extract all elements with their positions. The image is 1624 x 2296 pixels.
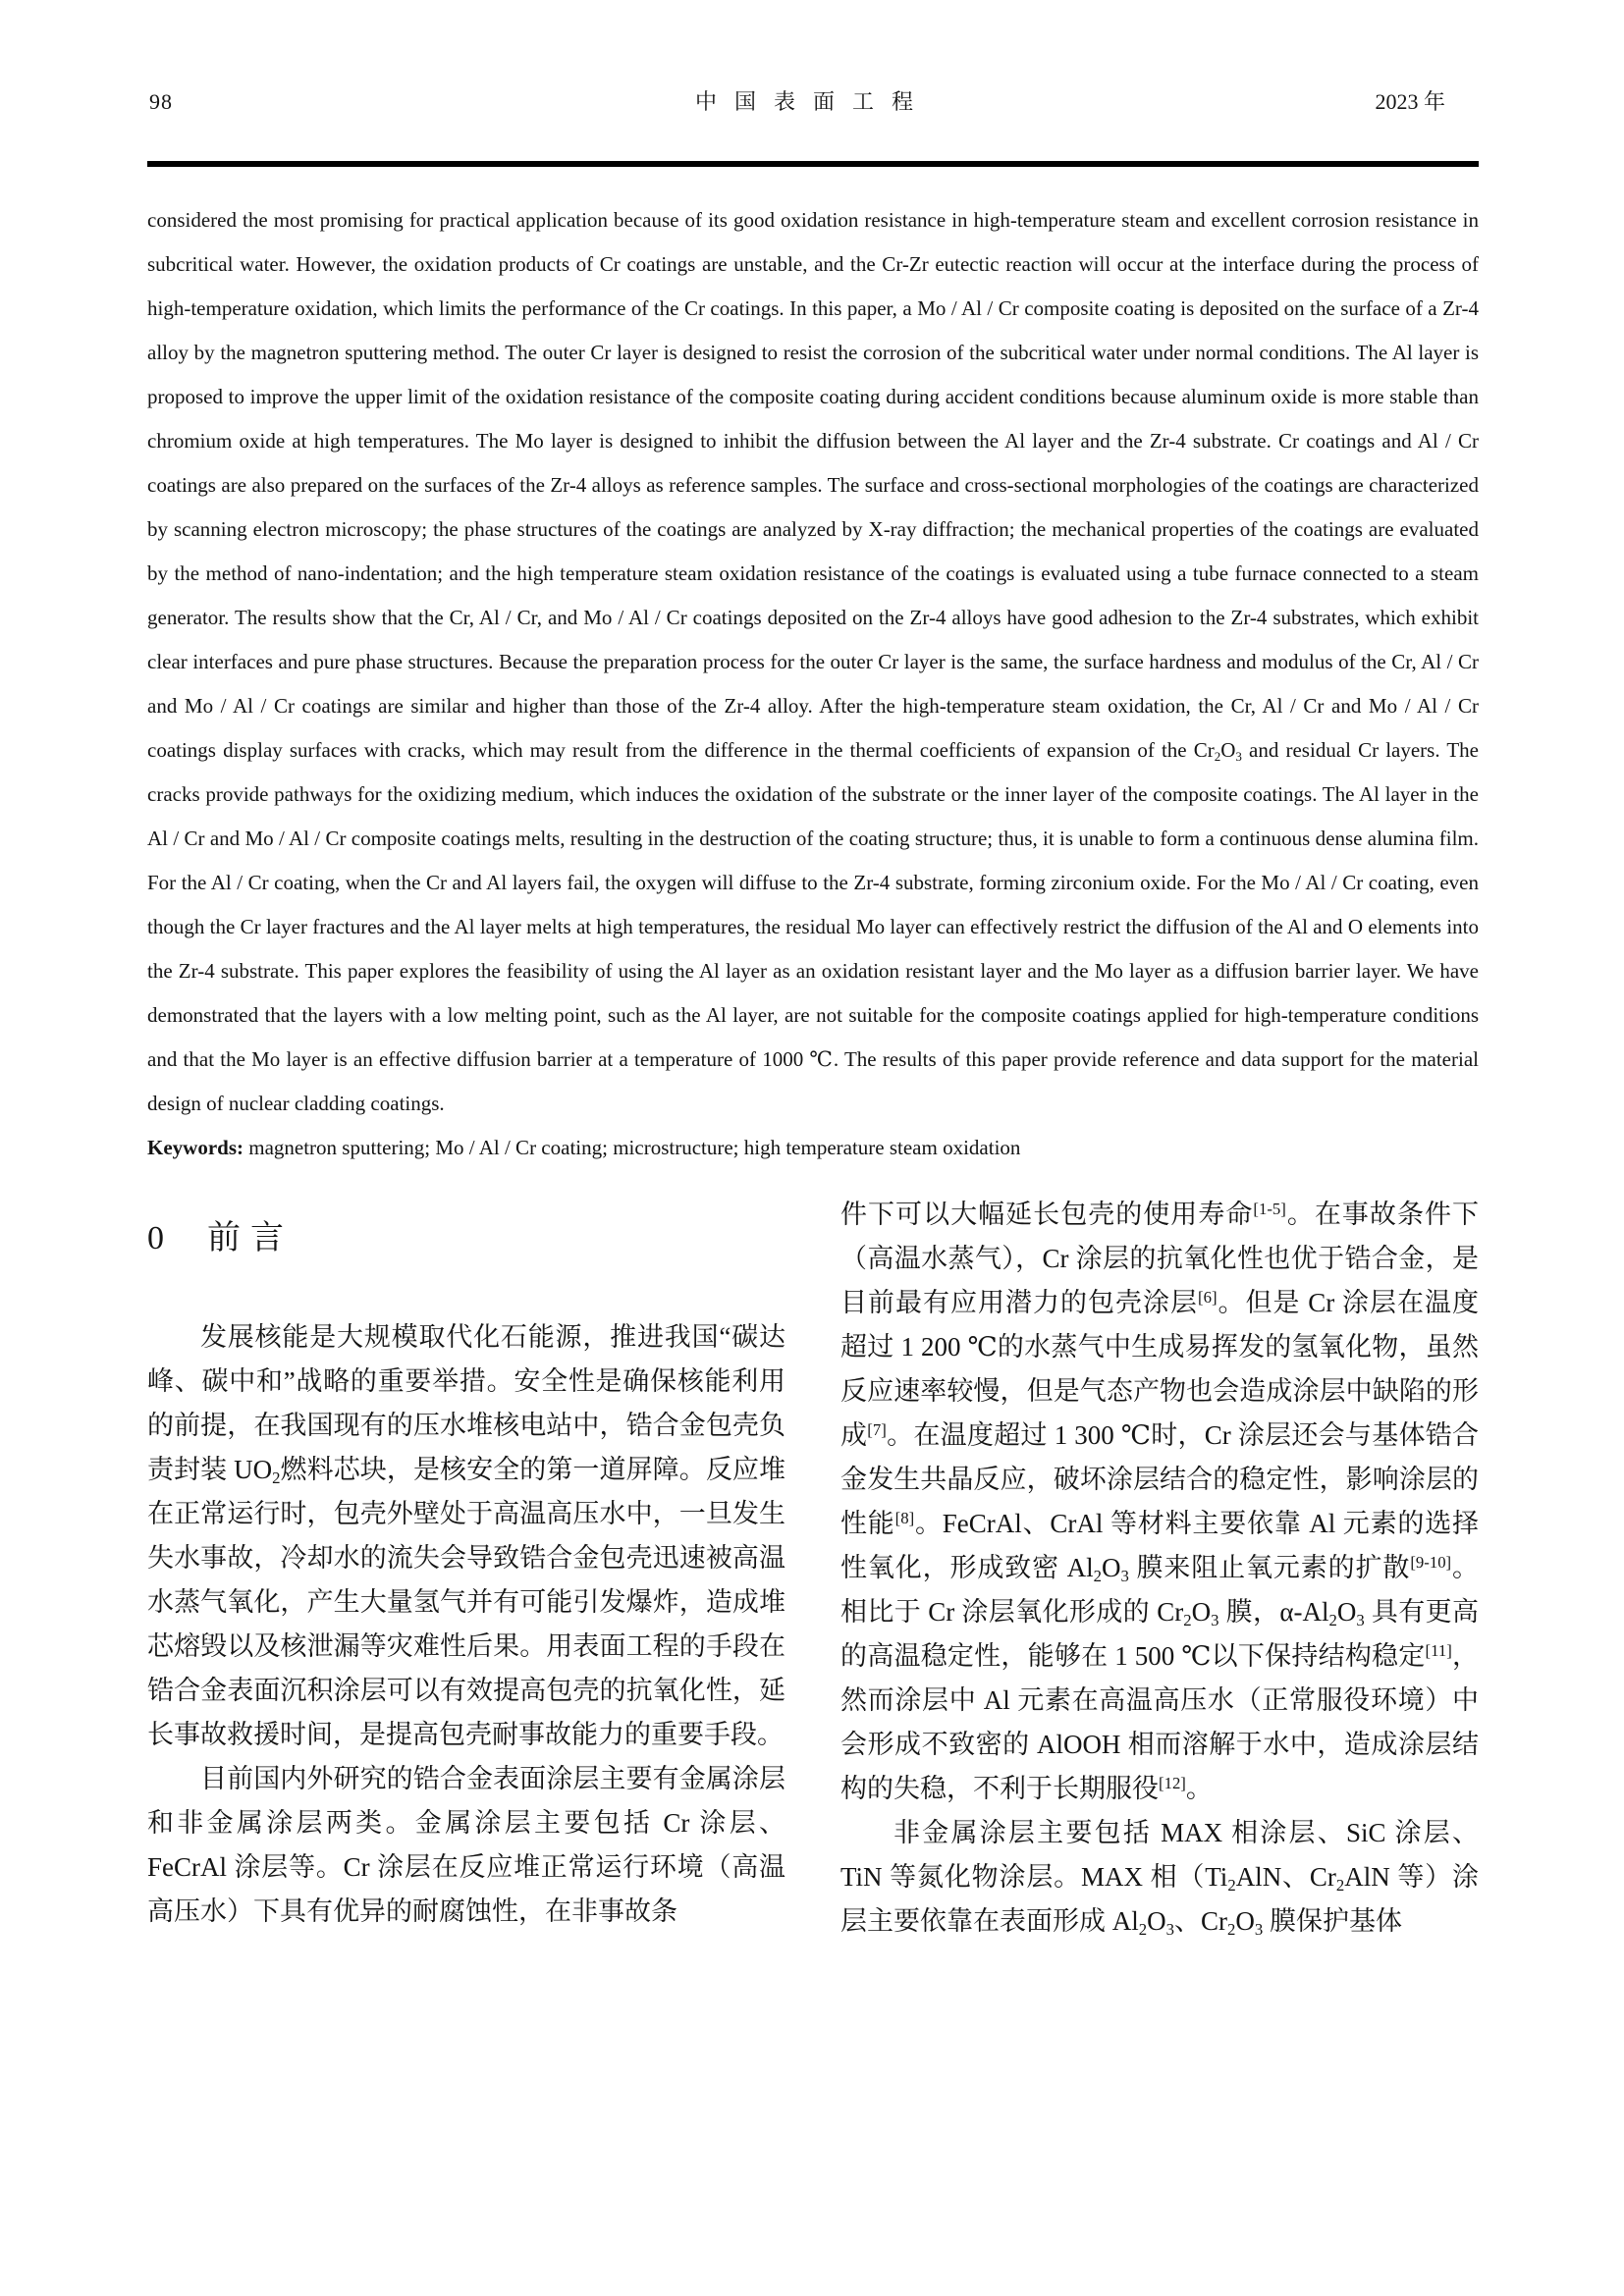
paragraph: 非金属涂层主要包括 MAX 相涂层、SiC 涂层、TiN 等氮化物涂层。MAX 相（$Ti_2AlN$、$Cr_2AlN$ 等）涂层主要依靠在表面形成 $Al_2O_3$、$Cr_2O_3$ 膜保护基体 (840, 1818, 1480, 1939)
section-number: 0 (147, 1220, 164, 1256)
header-rule (147, 161, 1479, 167)
right-column (840, 1193, 1479, 1944)
section-title: 前言 (207, 1220, 294, 1256)
header-year: 2023 年 (1375, 89, 1445, 114)
journal-title: 中国表面工程 (694, 89, 932, 114)
page-header (147, 88, 1479, 115)
keywords-text: magnetron sputtering; Mo / Al / Cr coating; microstructure; high temperature steam oxidation (248, 1136, 1021, 1159)
keywords-line (147, 1126, 1479, 1170)
keywords-label: Keywords: (147, 1136, 249, 1159)
paragraph: 发展核能是大规模取代化石能源，推进我国“碳达峰、碳中和”战略的重要举措。安全性是确保核能利用的前提，在我国现有的压水堆核电站中，锆合金包壳负责封装 $UO_2$燃料芯块，是核安全的第一道屏障。反应堆在正常运行时，包壳外壁处于高温高压水中，一旦发生失水事故，冷却水的流失会导致锆合金包壳迅速被高温水蒸气氧化，产生大量氢气并有可能引发爆炸，造成堆芯熔毁以及核泄漏等灾难性后果。用表面工程的手段在锆合金表面沉积涂层可以有效提高包壳的抗氧化性，延长事故救援时间，是提高包壳耐事故能力的重要手段。 (147, 1322, 786, 1749)
section-heading (147, 1216, 785, 1260)
paragraph: 件下可以大幅延长包壳的使用寿命[1-5]。在事故条件下（高温水蒸气），Cr 涂层的抗氧化性也优于锆合金，是目前最有应用潜力的包壳涂层[6]。但是 Cr 涂层在温度超过 1 200 ℃的水蒸气中生成易挥发的氢氧化物，虽然反应速率较慢，但是气态产物也会造成涂层中缺陷的形成[7]。在温度超过 1 300 ℃时，Cr 涂层还会与基体锆合金发生共晶反应，破坏涂层结合的稳定性，影响涂层的性能[8]。FeCrAl、CrAl 等材料主要依靠 Al 元素的选择性氧化，形成致密 $Al_2O_3$ 膜来阻止氧元素的扩散[9-10]。相比于 Cr 涂层氧化形成的 $Cr_2O_3$ 膜，$\alpha-Al_2O_3$ 具有更高的高温稳定性，能够在 1 500 ℃以下保持结构稳定[11]，然而涂层中 Al 元素在高温高压水（正常服役环境）中会形成不致密的 AlOOH 相而溶解于水中，造成涂层结构的失稳，不利于长期服役[12]。 (840, 1199, 1480, 1803)
page-number: 98 (149, 89, 173, 114)
intro-columns (147, 1193, 1479, 1944)
abstract-text: considered the most promising for practical application because of its good oxidation resistance in high-temperature steam and excellent corrosion resistance in subcritical water. However, the oxidation products of Cr coatings are unstable, and the Cr-Zr eutectic reaction will occur at the interface during the process of high-temperature oxidation, which limits the performance of the Cr coatings. In this paper, a Mo / Al / Cr composite coating is deposited on the surface of a Zr-4 alloy by the magnetron sputtering method. The outer Cr layer is designed to resist the corrosion of the subcritical water under normal conditions. The Al layer is proposed to improve the upper limit of the oxidation resistance of the composite coating during accident conditions because aluminum oxide is more stable than chromium oxide at high temperatures. The Mo layer is designed to inhibit the diffusion between the Al layer and the Zr-4 substrate. Cr coatings and Al / Cr coatings are also prepared on the surfaces of the Zr-4 alloys as reference samples. The surface and cross-sectional morphologies of the coatings are characterized by scanning electron microscopy; the phase structures of the coatings are analyzed by X-ray diffraction; the mechanical properties of the coatings are evaluated by the method of nano-indentation; and the high temperature steam oxidation resistance of the coatings is evaluated using a tube furnace connected to a steam generator. The results show that the Cr, Al / Cr, and Mo / Al / Cr coatings deposited on the Zr-4 alloys have good adhesion to the Zr-4 substrates, which exhibit clear interfaces and pure phase structures. Because the preparation process for the outer Cr layer is the same, the surface hardness and modulus of the Cr, Al / Cr and Mo / Al / Cr coatings are similar and higher than those of the Zr-4 alloy. After the high-temperature steam oxidation, the Cr, Al / Cr and Mo / Al / Cr coatings display surfaces with cracks, which may result from the difference in the thermal coefficients of expansion of the $Cr_2O_3$ and residual Cr layers. The cracks provide pathways for the oxidizing medium, which induces the oxidation of the substrate or the inner layer of the composite coatings. The Al layer in the Al / Cr and Mo / Al / Cr composite coatings melts, resulting in the destruction of the coating structure; thus, it is unable to form a continuous dense alumina film. For the Al / Cr coating, when the Cr and Al layers fail, the oxygen will diffuse to the Zr-4 substrate, forming zirconium oxide. For the Mo / Al / Cr coating, even though the Cr layer fractures and the Al layer melts at high temperatures, the residual Mo layer can effectively restrict the diffusion of the Al and O elements into the Zr-4 substrate. This paper explores the feasibility of using the Al layer as an oxidation resistant layer and the Mo layer as a diffusion barrier layer. We have demonstrated that the layers with a low melting point, such as the Al layer, are not suitable for the composite coatings applied for high-temperature conditions and that the Mo layer is an effective diffusion barrier at a temperature of 1000 ℃. The results of this paper provide reference and data support for the material design of nuclear cladding coatings. (147, 208, 1479, 1115)
paragraph: 目前国内外研究的锆合金表面涂层主要有金属涂层和非金属涂层两类。金属涂层主要包括 Cr 涂层、FeCrAl 涂层等。Cr 涂层在反应堆正常运行环境（高温高压水）下具有优异的耐腐蚀性，在非事故条 (147, 1764, 785, 1926)
left-column-text (147, 1315, 785, 1934)
left-column (147, 1193, 785, 1944)
